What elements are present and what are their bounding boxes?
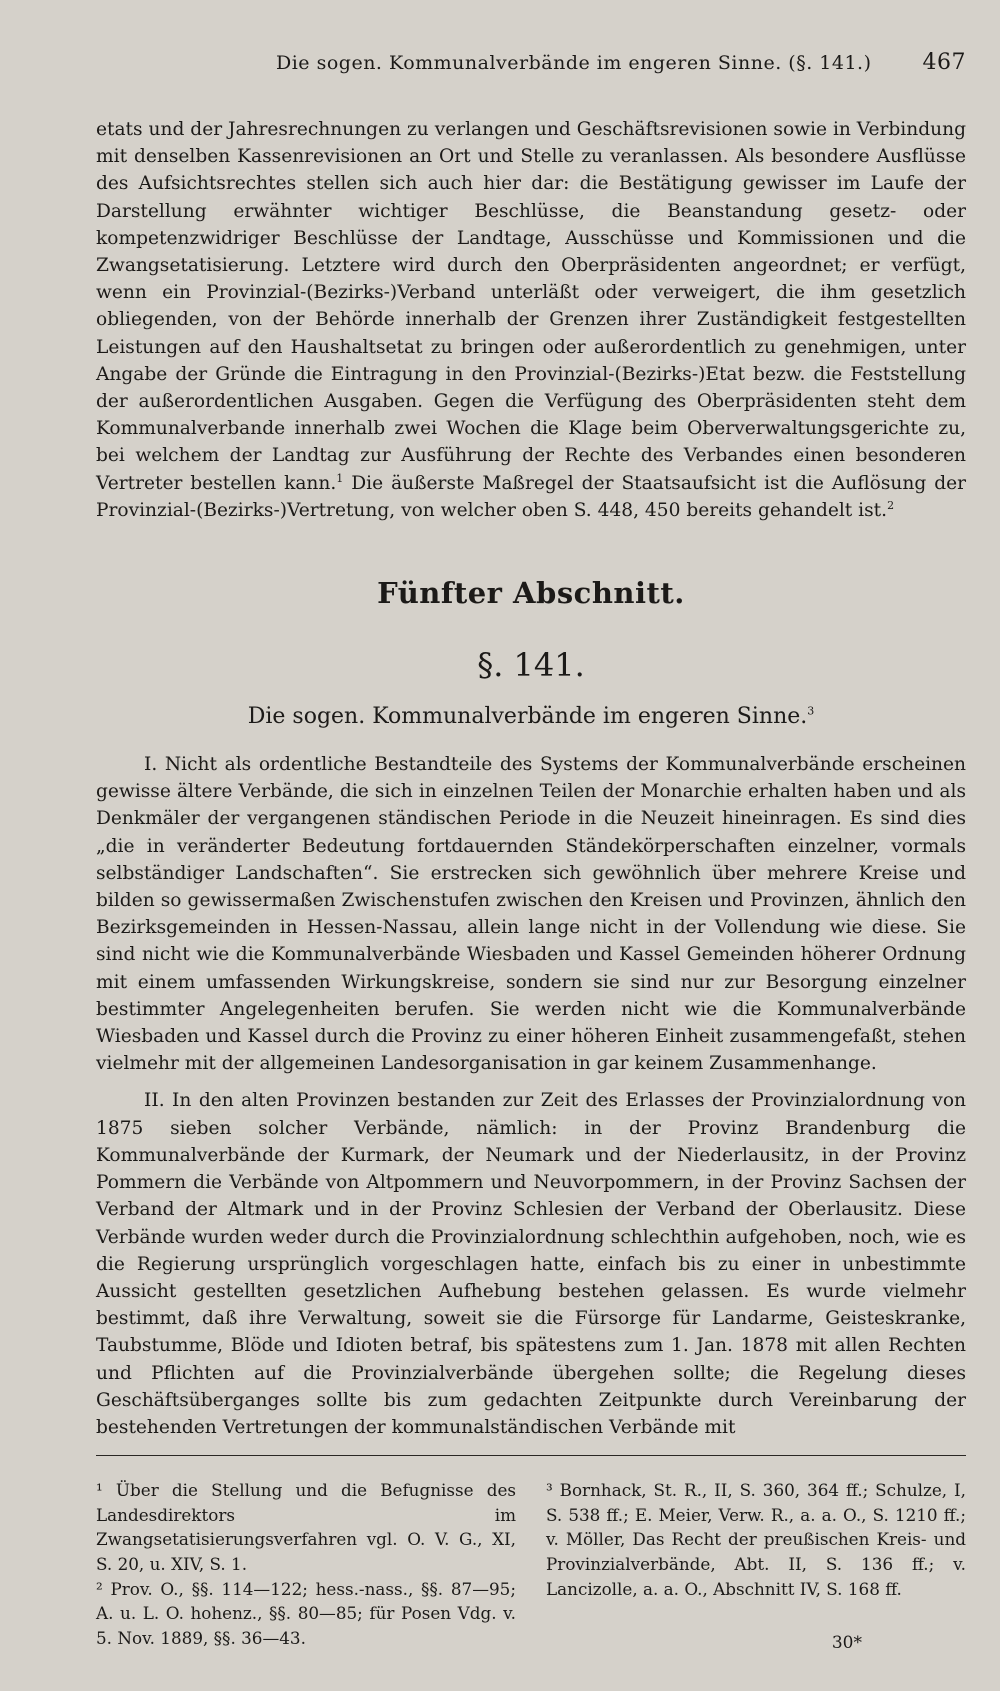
main-text bbox=[96, 751, 966, 1441]
page-header bbox=[96, 46, 966, 86]
section-number: §. 141. bbox=[477, 646, 585, 685]
footnote-divider bbox=[96, 1455, 966, 1456]
running-title: Die sogen. Kommunalverbände im engeren Sinne. (§. 141.) bbox=[276, 52, 872, 74]
footnote: ² Prov. O., §§. 114—122; hess.-nass., §§. 87—95; A. u. L. O. hohenz., §§. 80—85; für Posen Vdg. v. 5. Nov. 1889, §§. 36—43. bbox=[96, 1578, 516, 1648]
footnote: ¹ Über die Stellung und die Befugnisse des Landesdirektors im Zwangsetatisierungsverfahren vgl. O. V. G., XI, S. 20, u. XIV, S. 1. bbox=[96, 1480, 516, 1574]
page-number: 467 bbox=[922, 50, 966, 75]
section-title: Die sogen. Kommunalverbände im engeren Sinne.$^3$ bbox=[247, 704, 815, 730]
footnotes bbox=[96, 1478, 966, 1650]
footnote-marker: 1 bbox=[336, 471, 344, 485]
part-heading: Fünfter Abschnitt. bbox=[377, 576, 685, 611]
footnote-marker: 2 bbox=[887, 498, 895, 512]
footnote: ³ Bornhack, St. R., II, S. 360, 364 ff.; Schulze, I, S. 538 ff.; E. Meier, Verw. R., a. a. O., S. 1210 ff.; v. Möller, Das Recht der preußischen Kreis- und Provinzialverbände, Abt. II, S. 136 ff.; v. Lancizolle, a. a. O., Abschnitt IV, S. 168 ff. bbox=[546, 1480, 966, 1599]
signature-mark: 30* bbox=[831, 1633, 862, 1653]
paragraph: etats und der Jahresrechnungen zu verlangen und Geschäftsrevisionen sowie in Verbindung mit denselben Kassenrevisionen an Ort und Stelle zu veranlassen. Als besondere Ausflüsse des Aufsichtsrechtes stellen sich auch hier dar: die Bestätigung gewisser im Laufe der Darstellung erwähnter wichtiger Beschlüsse, die Beanstandung gesetz- oder kompetenzwidriger Beschlüsse der Landtage, Ausschüsse und Kommissionen und die Zwangsetatisierung. Letztere wird durch den Oberpräsidenten angeordnet; er verfügt, wenn ein Provinzial-(Bezirks-)Verband unterläßt oder verweigert, die ihm gesetzlich obliegenden, von der Behörde innerhalb der Grenzen ihrer Zuständigkeit festgestellten Leistungen auf den Haushaltsetat zu bringen oder außerordentlich zu genehmigen, unter Angabe der Gründe die Eintragung in den Provinzial-(Bezirks-)Etat bezw. die Feststellung der außerordentlichen Ausgaben. Gegen die Verfügung des Oberpräsidenten steht dem Kommunalverbande innerhalb zwei Wochen die Klage beim Oberverwaltungsgerichte zu, bei welchem der Landtag zur Ausführung der Rechte des Verbandes einen besonderen Vertreter bestellen kann.$^1$ Die äußerste Maßregel der Staatsaufsicht ist die Auflösung der Provinzial-(Bezirks-)Vertretung, von welcher oben S. 448, 450 bereits gehandelt ist.$^2$ bbox=[96, 119, 966, 521]
footnote-column-right bbox=[546, 1478, 966, 1650]
footnote-marker: 3 bbox=[807, 704, 815, 718]
footnote-column-left bbox=[96, 1478, 516, 1650]
paragraph: II. In den alten Provinzen bestanden zur Zeit des Erlasses der Provinzialordnung von 1875 sieben solcher Verbände, nämlich: in der Provinz Brandenburg die Kommunalverbände der Kurmark, der Neumark und der Niederlausitz, in der Provinz Pommern die Verbände von Altpommern und Neuvorpommern, in der Provinz Sachsen der Verband der Altmark und in der Provinz Schlesien der Verband der Oberlausitz. Diese Verbände wurden weder durch die Provinzialordnung schlechthin aufgehoben, noch, wie es die Regierung ursprünglich vorgeschlagen hatte, einfach bis zu einer in unbestimmte Aussicht gestellten gesetzlichen Aufhebung bestehen gelassen. Es wurde vielmehr bestimmt, daß ihre Verwaltung, soweit sie die Fürsorge für Landarme, Geisteskranke, Taubstumme, Blöde und Idioten betraf, bis spätestens zum 1. Jan. 1878 mit allen Rechten und Pflichten auf die Provinzialverbände übergehen sollte; die Regelung dieses Geschäftsüberganges sollte bis zum gedachten Zeitpunkte durch Vereinbarung der bestehenden Vertretungen der kommunalständischen Verbände mit bbox=[96, 1090, 966, 1438]
top-text bbox=[96, 116, 966, 524]
paragraph: I. Nicht als ordentliche Bestandteile des Systems der Kommunalverbände erscheinen gewisse ältere Verbände, die sich in einzelnen Teilen der Monarchie erhalten haben und als Denkmäler der vergangenen ständischen Periode in die Neuzeit hineinragen. Es sind dies „die in veränderter Bedeutung fortdauernden Ständekörperschaften einzelner, vormals selbständiger Landschaften“. Sie erstrecken sich gewöhnlich über mehrere Kreise und bilden so gewissermaßen Zwischenstufen zwischen den Kreisen und Provinzen, ähnlich den Bezirksgemeinden in Hessen-Nassau, allein lange nicht in der Vollendung wie diese. Sie sind nicht wie die Kommunalverbände Wiesbaden und Kassel Gemeinden höherer Ordnung mit einem umfassenden Wirkungskreise, sondern sie sind nur zur Besorgung einzelner bestimmter Angelegenheiten berufen. Sie werden nicht wie die Kommunalverbände Wiesbaden und Kassel durch die Provinz zu einer höheren Einheit zusammengefaßt, stehen vielmehr mit der allgemeinen Landesorganisation in gar keinem Zusammenhange. bbox=[96, 754, 966, 1075]
